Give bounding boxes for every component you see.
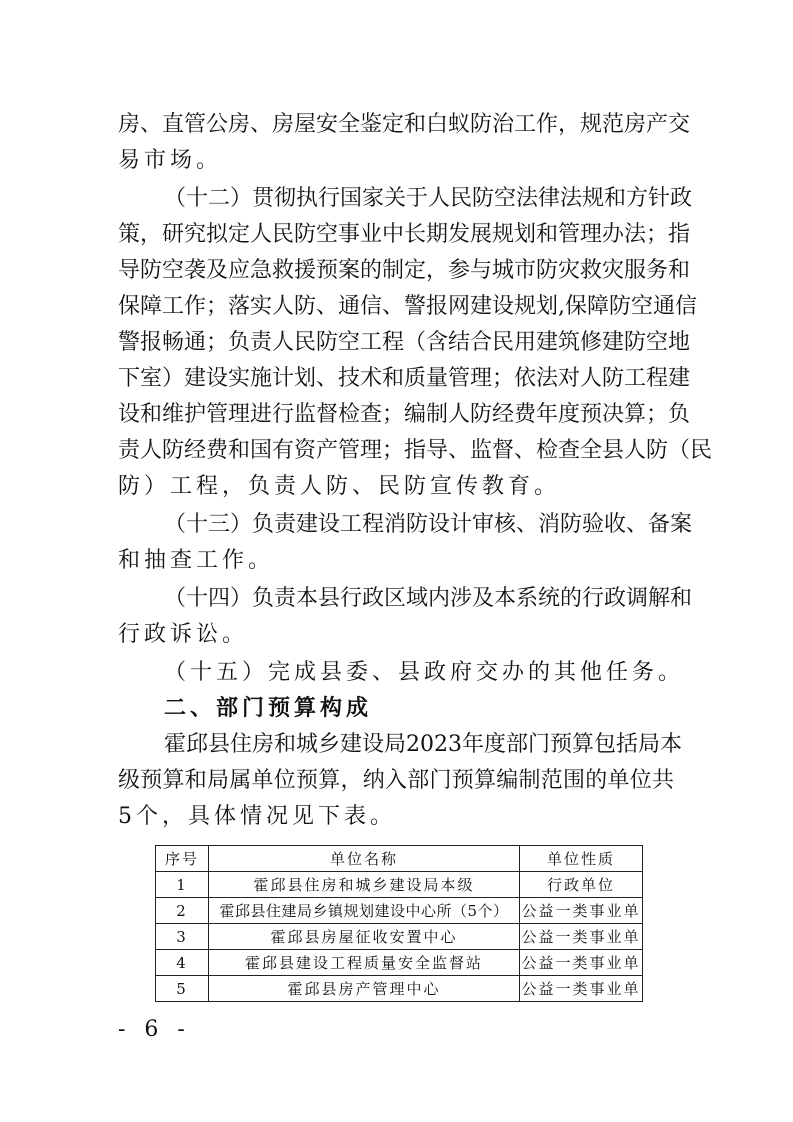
table-cell: 公益一类事业单 [520,976,643,1002]
text-line: 和抽查工作。 [118,548,275,573]
paragraph [118,107,691,179]
text-line: 行政诉讼。 [118,622,249,647]
table-row [156,924,643,950]
text-line: 易市场。 [118,148,223,173]
table-row [156,976,643,1002]
text-line: （十三）负责建设工程消防设计审核、消防验收、备案 [164,512,693,537]
table-cell: 4 [156,950,209,976]
text-line: 5个，具体情况见下表。 [118,804,396,829]
table-cell: 行政单位 [520,872,643,898]
text-line: 警报畅通；负责人民防空工程（含结合民用建筑修建防空地 [118,330,691,355]
table-cell: 2 [156,898,209,924]
text-line: （十二）贯彻执行国家关于人民防空法律法规和方针政 [164,186,693,211]
text-line: 级预算和局属单位预算，纳入部门预算编制范围的单位共 [118,768,674,793]
text-line: 防）工程，负责人防、民防宣传教育。 [118,474,561,499]
header-cell: 单位名称 [209,846,520,872]
header-cell: 单位性质 [520,846,643,872]
text-line: 责人防经费和国有资产管理；指导、监督、检查全县人防（民 [118,438,713,463]
text-line: 设和维护管理进行监督检查；编制人防经费年度预决算；负 [118,402,691,427]
section-heading: 二、部门预算构成 [164,696,373,721]
table-cell: 公益一类事业单 [520,924,643,950]
paragraph [118,181,713,505]
table-cell: 1 [156,872,209,898]
paragraph [118,655,685,691]
table-row [156,898,643,924]
page-number: - 6 - [118,1017,191,1042]
paragraph [118,581,693,653]
table-cell: 霍邱县房屋征收安置中心 [209,924,520,950]
text-line: 策，研究拟定人民防空事业中长期发展规划和管理办法；指 [118,222,691,247]
table-cell: 5 [156,976,209,1002]
text-line: 保障工作；落实人防、通信、警报网建设规划,保障防空通信 [118,294,697,319]
text-line: 导防空袭及应急救援预案的制定，参与城市防灾救灾服务和 [118,258,691,283]
section-heading-block [118,691,674,727]
table-cell: 霍邱县建设工程质量安全监督站 [209,950,520,976]
table-header-row [156,846,643,872]
table-row [156,950,643,976]
table-cell: 公益一类事业单 [520,898,643,924]
table-cell: 霍邱县住房和城乡建设局本级 [209,872,520,898]
document-body [118,107,713,835]
header-cell: 序号 [156,846,209,872]
table-cell: 霍邱县住建局乡镇规划建设中心所（5个） [209,898,520,924]
paragraph [118,507,693,579]
intro-paragraph [118,727,682,835]
text-line: （十五）完成县委、县政府交办的其他任务。 [164,660,685,685]
table-cell: 公益一类事业单 [520,950,643,976]
units-table [155,845,643,1002]
text-line: 下室）建设实施计划、技术和质量管理；依法对人防工程建 [118,366,691,391]
table-row [156,872,643,898]
text-line: （十四）负责本县行政区域内涉及本系统的行政调解和 [164,586,693,611]
table-cell: 霍邱县房产管理中心 [209,976,520,1002]
text-line: 霍邱县住房和城乡建设局2023年度部门预算包括局本 [164,732,682,757]
text-line: 房、直管公房、房屋安全鉴定和白蚁防治工作，规范房产交 [118,112,691,137]
table-cell: 3 [156,924,209,950]
